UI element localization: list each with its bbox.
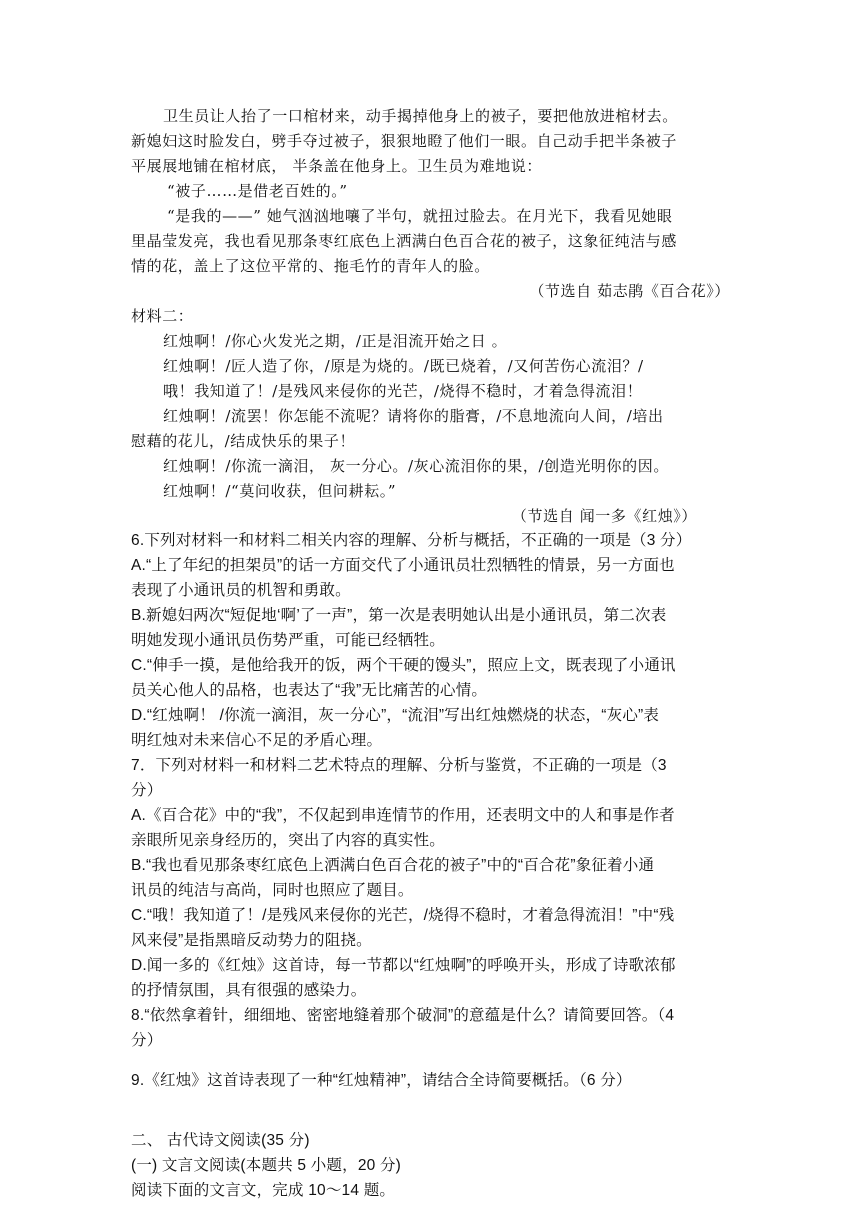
material-one-line-5: “是我的——” 她气汹汹地嚷了半句，就扭过脸去。在月光下，我看见她眼 (167, 207, 673, 225)
poem-line-1: 红烛啊！/你心火发光之期，/正是泪流开始之日 。 (163, 332, 508, 350)
section-two-instruction: 阅读下面的文言文，完成 10～14 题。 (131, 1182, 396, 1199)
material-one-line-6: 里晶莹发亮，我也看见那条枣红底色上洒满白色百合花的被子，这象征纯洁与感 (131, 232, 678, 250)
section-two-title: 二、 古代诗文阅读(35 分) (131, 1132, 310, 1149)
material-one-line-3: 平展展地铺在棺材底， 半条盖在他身上。卫生员为难地说： (131, 157, 542, 175)
question-7-option-d-cont: 的抒情氛围，具有很强的感染力。 (131, 982, 367, 999)
material-one-line-1: 卫生员让人抬了一口棺材来，动手揭掉他身上的被子，要把他放进棺材去。 (163, 107, 678, 125)
material-one-line-7: 情的花，盖上了这位平常的、拖毛竹的青年人的脸。 (131, 257, 490, 275)
question-7-option-c: C.“哦！我知道了！/是残风来侵你的光芒，/烧得不稳时，才着急得流泪！”中“残 (131, 907, 675, 924)
material-one-source: （节选自 茹志鹃《百合花》） (529, 282, 730, 300)
question-7-stem-cont: 分） (131, 782, 163, 799)
question-7-option-b: B.“我也看见那条枣红底色上洒满白色百合花的被子”中的“百合花”象征着小通 (131, 857, 655, 874)
question-6-option-a: A.“上了年纪的担架员”的话一方面交代了小通讯员壮烈牺牲的情景，另一方面也 (131, 557, 675, 574)
section-two-subtitle: (一) 文言文阅读(本题共 5 小题，20 分) (131, 1157, 402, 1174)
question-6-stem: 6.下列对材料一和材料二相关内容的理解、分析与概括，不正确的一项是（3 分） (131, 532, 692, 549)
question-9-stem: 9.《红烛》这首诗表现了一种“红烛精神”，请结合全诗简要概括。（6 分） (131, 1072, 632, 1089)
question-7-option-c-cont: 风来侵”是指黑暗反动势力的阻挠。 (131, 932, 372, 949)
question-6-option-b: B.新媳妇两次“短促地‘啊’了一声”，第一次是表明她认出是小通讯员，第二次表 (131, 607, 667, 624)
poem-line-4: 红烛啊！/流罢！你怎能不流呢？请将你的脂膏，/不息地流向人间，/培出 (163, 407, 664, 425)
question-6-option-b-cont: 明她发现小通讯员伤势严重，可能已经牺牲。 (131, 632, 446, 649)
question-6-option-c-cont: 员关心他人的品格，也表达了“我”无比痛苦的心情。 (131, 682, 488, 699)
poem-line-3: 哦！我知道了！/是残风来侵你的光芒，/烧得不稳时，才着急得流泪！ (163, 382, 643, 400)
question-7-stem: 7．下列对材料一和材料二艺术特点的理解、分析与鉴赏，不正确的一项是（3 (131, 757, 667, 774)
material-two-heading: 材料二： (131, 307, 194, 325)
question-8-stem-cont: 分） (131, 1032, 163, 1049)
question-8-stem: 8.“依然拿着针，细细地、密密地缝着那个破洞”的意蕴是什么？请简要回答。（4 (131, 1007, 675, 1024)
question-7-option-d: D.闻一多的《红烛》这首诗，每一节都以“红烛啊”的呼唤开头，形成了诗歌浓郁 (131, 957, 676, 974)
material-two-source: （节选自 闻一多《红烛》） (511, 507, 697, 525)
poem-line-6: 红烛啊！/你流一滴泪， 灰一分心。/灰心流泪你的果，/创造光明你的因。 (163, 457, 669, 475)
question-7-option-b-cont: 讯员的纯洁与高尚，同时也照应了题目。 (131, 882, 414, 899)
question-7-option-a-cont: 亲眼所见亲身经历的，突出了内容的真实性。 (131, 832, 446, 849)
poem-line-7: 红烛啊！/“莫问收获，但问耕耘。” (163, 482, 397, 500)
question-6-option-d-cont: 明红烛对未来信心不足的矛盾心理。 (131, 732, 383, 749)
question-6-option-a-cont: 表现了小通讯员的机智和勇敢。 (131, 582, 351, 599)
question-6-option-d: D.“红烛啊！ /你流一滴泪，灰一分心”，“流泪”写出红烛燃烧的状态，“灰心”表 (131, 707, 660, 724)
material-one-line-2: 新媳妇这时脸发白，劈手夺过被子，狠狠地瞪了他们一眼。自己动手把半条被子 (131, 132, 678, 150)
poem-line-2: 红烛啊！/匠人造了你，/原是为烧的。/既已烧着，/又何苦伤心流泪？/ (163, 357, 644, 375)
poem-line-5: 慰藉的花儿，/结成快乐的果子！ (131, 432, 356, 450)
question-7-option-a: A.《百合花》中的“我”，不仅起到串连情节的作用，还表明文中的人和事是作者 (131, 807, 675, 824)
question-6-option-c: C.“伸手一摸，是他给我开的饭，两个干硬的馒头”，照应上文，既表现了小通讯 (131, 657, 676, 674)
material-one-line-4: “被子……是借老百姓的。” (167, 182, 348, 200)
